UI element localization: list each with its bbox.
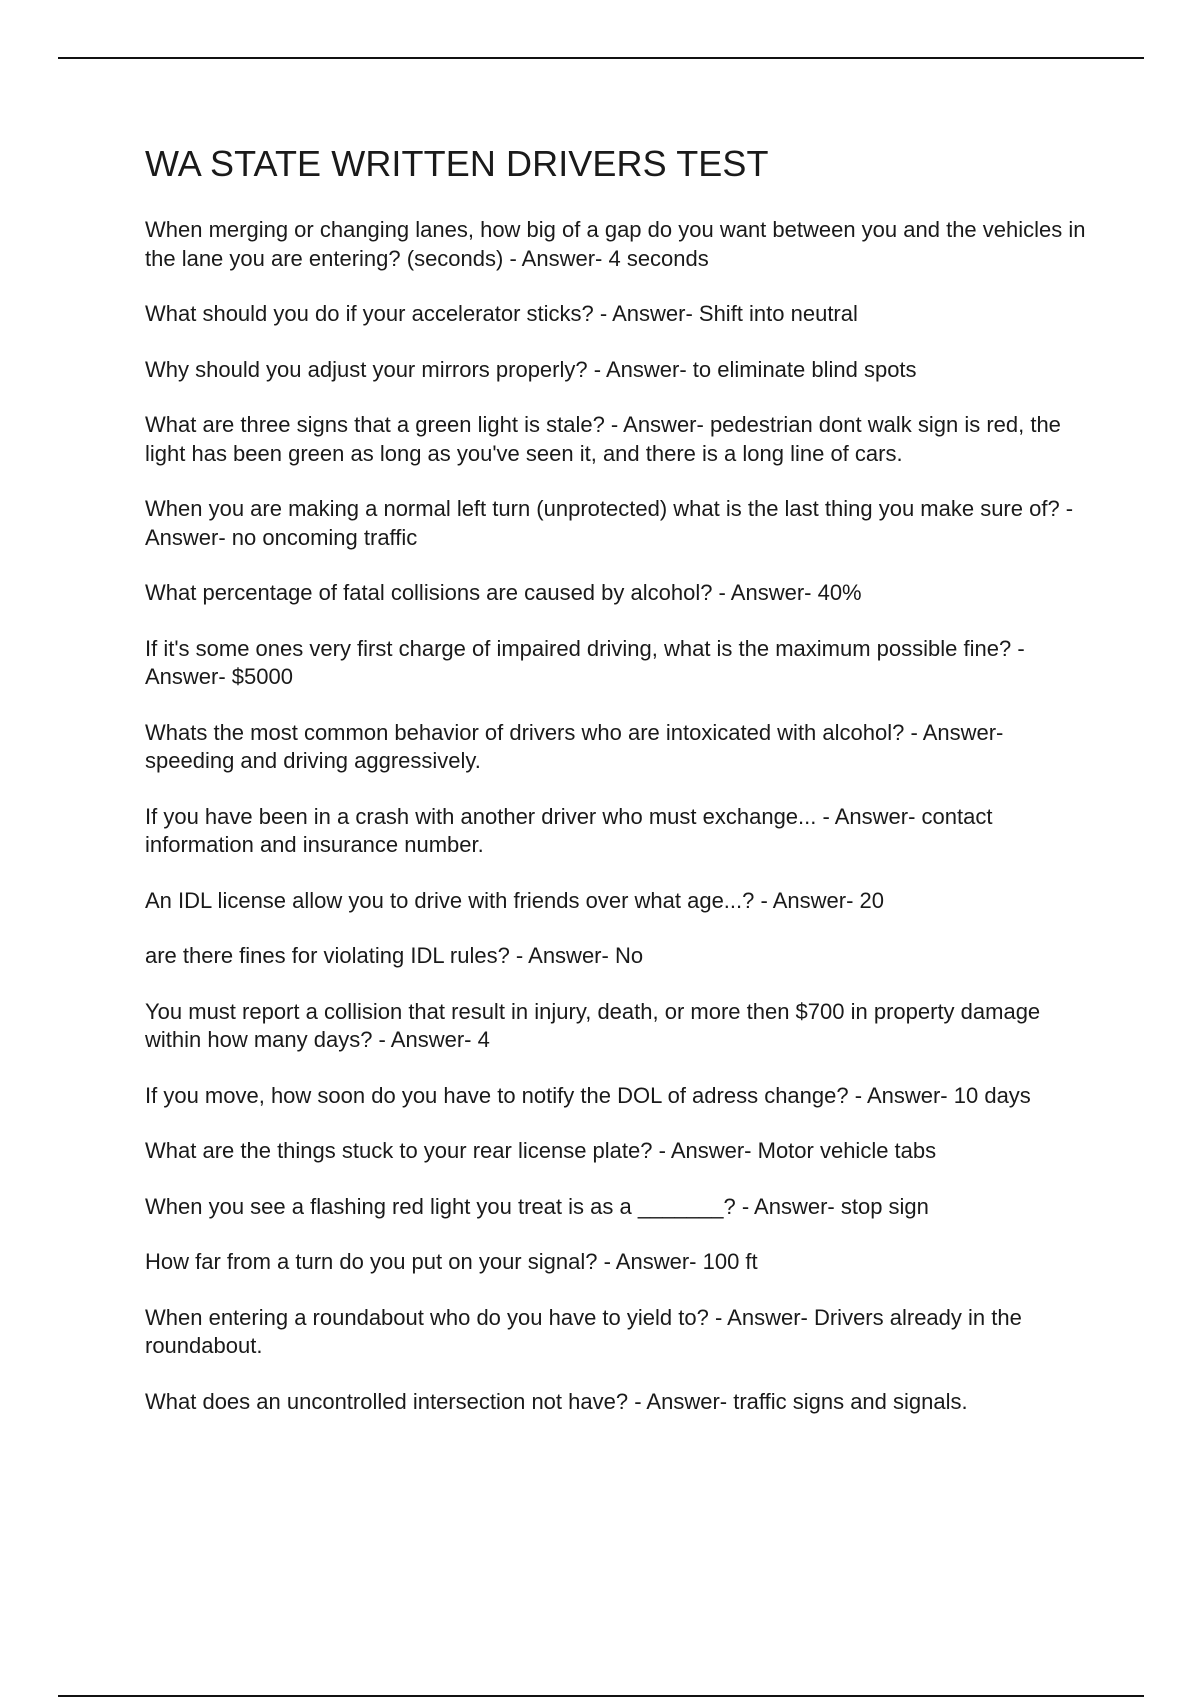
qa-entry: Why should you adjust your mirrors properly? - Answer- to eliminate blind spots xyxy=(145,356,917,382)
document-body xyxy=(145,142,1090,1443)
document-title: WA STATE WRITTEN DRIVERS TEST xyxy=(145,143,769,184)
qa-entry: When entering a roundabout who do you have to yield to? - Answer- Drivers already in the roundabout. xyxy=(145,1304,1022,1358)
qa-entry: How far from a turn do you put on your signal? - Answer- 100 ft xyxy=(145,1249,758,1274)
qa-entry: What are three signs that a green light is stale? - Answer- pedestrian dont walk sign is red, the light has been green as long as you've seen it, and there is a long line of cars. xyxy=(145,412,1061,466)
qa-entry: If it's some ones very first charge of impaired driving, what is the maximum possible fine? - Answer- $5000 xyxy=(145,635,1025,689)
qa-entry: When you are making a normal left turn (unprotected) what is the last thing you make sure of? - Answer- no oncoming traffic xyxy=(145,496,1074,550)
bottom-rule xyxy=(58,1695,1144,1697)
top-rule xyxy=(58,57,1144,59)
qa-entry: If you have been in a crash with another driver who must exchange... - Answer- contact information and insurance number. xyxy=(145,803,993,857)
qa-entry: What are the things stuck to your rear license plate? - Answer- Motor vehicle tabs xyxy=(145,1138,937,1163)
qa-entry: What should you do if your accelerator sticks? - Answer- Shift into neutral xyxy=(145,301,858,326)
qa-entry: are there fines for violating IDL rules? - Answer- No xyxy=(145,943,644,968)
qa-entry: Whats the most common behavior of drivers who are intoxicated with alcohol? - Answer- speeding and driving aggressively. xyxy=(145,719,1004,773)
qa-entry: What percentage of fatal collisions are caused by alcohol? - Answer- 40% xyxy=(145,580,862,605)
qa-entry: When merging or changing lanes, how big of a gap do you want between you and the vehicles in the lane you are entering? (seconds) - Answer- 4 seconds xyxy=(145,217,1086,271)
qa-entry: You must report a collision that result in injury, death, or more then $700 in property damage within how many days? - Answer- 4 xyxy=(145,998,1041,1052)
qa-entry: An IDL license allow you to drive with friends over what age...? - Answer- 20 xyxy=(145,887,884,913)
qa-entry: When you see a flashing red light you treat is as a _______? - Answer- stop sign xyxy=(145,1193,929,1219)
qa-entry: If you move, how soon do you have to notify the DOL of adress change? - Answer- 10 days xyxy=(145,1082,1031,1108)
qa-entry: What does an uncontrolled intersection not have? - Answer- traffic signs and signals. xyxy=(145,1388,968,1414)
